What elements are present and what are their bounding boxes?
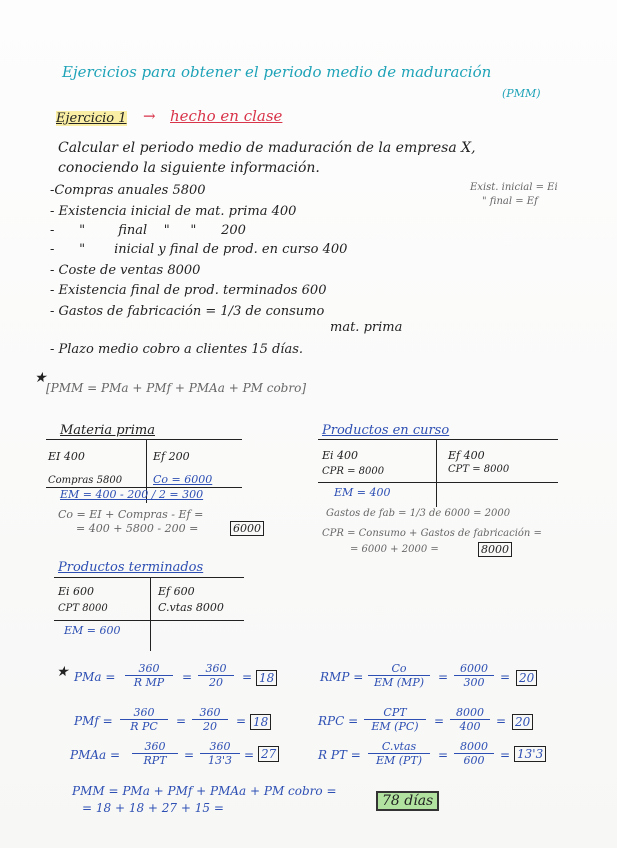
mp-em: EM = 400 - 200 / 2 = 300: [60, 488, 204, 501]
ratio-pmaa-den: RPT: [143, 754, 167, 767]
ratio-rmp-lhs: RMP =: [320, 670, 364, 684]
ratio-rpc-frac: [364, 706, 426, 733]
title-abbreviation: (PMM): [502, 87, 541, 100]
pt-right-2: C.vtas 8000: [158, 601, 224, 614]
side-note-line-2: " final = Ef: [482, 196, 538, 207]
ratio-rpt-den: EM (PT): [375, 754, 423, 767]
ratio-pmaa-num: 360: [132, 740, 178, 754]
mp-co-line-1: Co = EI + Compras - Ef =: [58, 508, 204, 521]
final-line-2: = 18 + 18 + 27 + 15 =: [82, 801, 224, 815]
ratio-rpt-num-2: 8000: [454, 740, 494, 754]
ratio-pmf-eq: =: [176, 714, 187, 728]
ratio-rmp-den: EM (MP): [373, 676, 425, 689]
ratio-pmf-num-2: 360: [192, 706, 228, 720]
ratio-rpc-num: CPT: [364, 706, 426, 720]
ratio-pma-num: 360: [125, 662, 173, 676]
side-note-line-1: Exist. inicial = Ei: [470, 182, 558, 193]
pc-t-bottom: [318, 482, 558, 483]
pc-left-2: CPR = 8000: [322, 466, 385, 477]
ratio-pma-den: R MP: [133, 676, 165, 689]
data-item-plazo-cobro: - Plazo medio cobro a clientes 15 días.: [50, 342, 304, 357]
ratio-pma-result: 18: [256, 670, 277, 686]
ratio-pmaa-den-2: 13'3: [207, 754, 233, 767]
ratio-pmaa-num-2: 360: [200, 740, 240, 754]
ratio-rpc-num-2: 8000: [450, 706, 490, 720]
ratio-pmaa-frac-2: [200, 740, 240, 767]
data-item-prod-terminados: - Existencia final de prod. terminados 600: [50, 283, 327, 298]
mp-t-top: [46, 439, 242, 440]
ratio-pmf-num: 360: [120, 706, 168, 720]
final-result: 78 días: [376, 791, 439, 811]
pt-left-2: CPT 8000: [58, 603, 108, 614]
statement-line-2: conociendo la siguiente información.: [58, 160, 320, 176]
pc-right-2: CPT = 8000: [448, 464, 510, 475]
pc-t-top: [318, 439, 558, 440]
data-item-exist-inicial-mp: - Existencia inicial de mat. prima 400: [50, 204, 297, 219]
ratio-rpc-lhs: RPC =: [318, 714, 359, 728]
ratio-rmp-result: 20: [516, 670, 537, 686]
data-item-coste-ventas: - Coste de ventas 8000: [50, 263, 201, 278]
ratio-rpt-frac: [368, 740, 430, 767]
ratio-pmf-lhs: PMf =: [74, 714, 113, 728]
final-line-1: PMM = PMa + PMf + PMAa + PM cobro =: [72, 784, 337, 798]
data-item-prod-curso: - " inicial y final de prod. en curso 400: [50, 242, 348, 257]
ratio-rpt-frac-2: [454, 740, 494, 767]
data-item-gastos-fab: - Gastos de fabricación = 1/3 de consumo: [50, 304, 325, 319]
pc-cpr-line-1: CPR = Consumo + Gastos de fabricación =: [322, 528, 542, 539]
pc-right-1: Ef 400: [448, 449, 485, 462]
ratio-rpt-eq: =: [438, 748, 449, 762]
ratio-pma-den-2: 20: [209, 676, 223, 689]
pc-gastos-fab: Gastos de fab = 1/3 de 6000 = 2000: [326, 508, 511, 519]
data-item-exist-final-mp: - " final " " 200: [50, 223, 246, 238]
star-icon-ratios: ★: [56, 664, 69, 680]
ratio-pma-eq: =: [182, 670, 193, 684]
ratio-rmp-num-2: 6000: [454, 662, 494, 676]
ratio-pmaa-frac: [132, 740, 178, 767]
ratio-pma-num-2: 360: [198, 662, 234, 676]
pt-left-1: Ei 600: [58, 585, 95, 598]
page-title: Ejercicios para obtener el periodo medio de maduración: [62, 63, 492, 81]
pc-em: EM = 400: [334, 486, 391, 499]
ratio-rpt-num: C.vtas: [368, 740, 430, 754]
ratio-pmaa-eq: =: [184, 748, 195, 762]
statement-line-1: Calcular el periodo medio de maduración de la empresa X,: [58, 140, 476, 156]
mp-co-line-2: = 400 + 5800 - 200 =: [76, 522, 199, 535]
ratio-rmp-num: Co: [368, 662, 430, 676]
pmm-formula: [PMM = PMa + PMf + PMAa + PM cobro]: [46, 381, 307, 395]
exercise-label: Ejercicio 1: [56, 111, 127, 126]
pt-t-vertical: [150, 577, 151, 651]
ratio-pmaa-result: 27: [258, 746, 279, 762]
pt-t-bottom: [54, 620, 244, 621]
mp-co-result: 6000: [230, 521, 264, 536]
ratio-rpt-lhs: R PT =: [318, 748, 361, 762]
productos-terminados-title: Productos terminados: [58, 560, 204, 575]
ratio-pma-frac: [125, 662, 173, 689]
ratio-rpt-den-2: 600: [463, 754, 485, 767]
mp-left-2: Compras 5800: [48, 475, 123, 486]
exercise-note: hecho en clase: [170, 107, 283, 125]
materia-prima-title: Materia prima: [60, 423, 156, 438]
ratio-pmf-frac-2: [192, 706, 228, 733]
ratio-pmf-result: 18: [250, 714, 271, 730]
pc-cpr-result: 8000: [478, 542, 512, 557]
ratio-pmaa-lhs: PMAa =: [70, 748, 121, 762]
ratio-rpc-den: EM (PC): [371, 720, 419, 733]
ratio-rpc-den-2: 400: [459, 720, 481, 733]
ratio-pma-lhs: PMa =: [74, 670, 116, 684]
mp-right-2: Co = 6000: [153, 473, 213, 486]
pt-em: EM = 600: [64, 624, 121, 637]
ratio-rpc-frac-2: [450, 706, 490, 733]
productos-curso-title: Productos en curso: [322, 423, 450, 438]
pc-left-1: Ei 400: [322, 449, 359, 462]
pc-t-vertical: [436, 439, 437, 507]
ratio-rpt-result: 13'3: [514, 746, 546, 762]
data-item-compras: -Compras anuales 5800: [50, 183, 206, 198]
mp-left-1: EI 400: [48, 450, 85, 463]
ratio-rmp-den-2: 300: [463, 676, 485, 689]
ratio-rpc-eq: =: [434, 714, 445, 728]
pt-t-top: [54, 577, 244, 578]
star-icon: ★: [34, 370, 47, 386]
ratio-rmp-frac-2: [454, 662, 494, 689]
notebook-page: Ejercicios para obtener el periodo medio de maduración (PMM) Ejercicio 1 → hecho en clase Calcular el periodo medio de maduración de la empresa X, conociendo la siguiente información. -Compras anuales 5800 - Existencia inicial de mat. prima 400 - " final " " 200 - " inicial y final de prod. en curso 400 - Coste de ventas 8000 - Existencia final de prod. terminados 600 - Gastos de fabricación = 1/3 de consumo mat. prima - Plazo medio cobro a clientes 15 días. Exist. inicial = Ei " final = Ef ★ [PMM = PMa + PMf + PMAa + PM cobro] Materia prima EI 400 Compras 5800 Ef 200 Co = 6000 EM = 400 - 200 / 2 = 300 Co = EI + Compras - Ef = = 400 + 5800 - 200 = 6000 Productos en curso Ei 400 CPR = 8000 Ef 400 CPT = 8000 EM = 400 Gastos de fab = 1/3 de 6000 = 2000 CPR = Consumo + Gastos de fabricación = = 6000 + 2000 = 8000 Productos terminados Ei 600 CPT 8000 Ef 600 C.vtas 8000 EM = 600 ★ PMa = $\frac{360}{\text{R MP}}$ = $\frac{360}{20}$ = 18 PMf = $\frac{360}{\text{R PC}}$ = $\frac{360}{20}$ = 18 PMAa = 360 RPT = $\frac{360}{13'3}$ = 27 RMP = $\frac{Co}{EM (MP)}$ = $\frac{6000}{300}$ = 20 RPC = CPT EM (PC) = $\frac{8000}{400}$ = 20 R PT = C.vtas EM (PT) = $\frac{8000}{600}$ = 13'3 PMM = PMa + PMf + PMAa + PM cobro = = 18 + 18 + 27 + 15 = 78 días: [0, 0, 617, 848]
ratio-rmp-eq: =: [438, 670, 449, 684]
mp-right-1: Ef 200: [153, 450, 190, 463]
pc-cpr-line-2: = 6000 + 2000 =: [350, 544, 439, 555]
data-item-gastos-fab-cont: mat. prima: [330, 320, 403, 335]
ratio-rmp-frac: [368, 662, 430, 689]
ratio-pmf-den-2: 20: [203, 720, 217, 733]
ratio-rpc-result: 20: [512, 714, 533, 730]
arrow-icon: →: [143, 107, 156, 125]
ratio-pmf-den: R PC: [130, 720, 158, 733]
ratio-pmf-frac: [120, 706, 168, 733]
ratio-pma-frac-2: [198, 662, 234, 689]
pt-right-1: Ef 600: [158, 585, 195, 598]
